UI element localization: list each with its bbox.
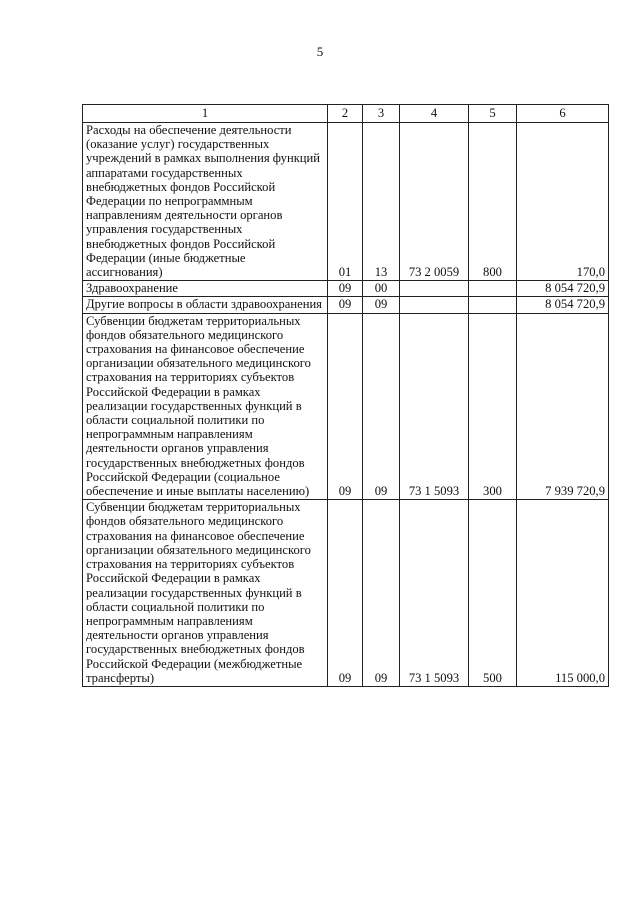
row-expense-type: 500 xyxy=(469,500,517,687)
row-amount: 7 939 720,9 xyxy=(517,313,609,500)
column-header-3: 3 xyxy=(363,105,400,123)
row-name: Субвенции бюджетам территориальных фондов обязательного медицинского страхования на финансовое обеспечение организации обязательного медицинского страхования на территориях субъектов Российской Федерации в рамках реализации государственных функций в области социальной политики по непрограммным направлениям деятельности органов управления государственных внебюджетных фондов Российской Федерации (межбюджетные трансферты) xyxy=(83,500,328,687)
table-row xyxy=(83,500,609,687)
row-name: Другие вопросы в области здравоохранения xyxy=(83,297,328,313)
row-target-code xyxy=(400,281,469,297)
row-name: Расходы на обеспечение деятельности (оказание услуг) государственных учреждений в рамках выполнения функций аппаратами государственных внебюджетных фондов Российской Федерации по непрограммным направлениям деятельности органов управления государственных внебюджетных фондов Российской Федерации (иные бюджетные ассигнования) xyxy=(83,123,328,281)
row-amount: 8 054 720,9 xyxy=(517,281,609,297)
row-subsection: 09 xyxy=(363,297,400,313)
row-target-code: 73 1 5093 xyxy=(400,313,469,500)
row-section: 09 xyxy=(328,313,363,500)
row-subsection: 13 xyxy=(363,123,400,281)
row-name: Субвенции бюджетам территориальных фондов обязательного медицинского страхования на финансовое обеспечение организации обязательного медицинского страхования на территориях субъектов Российской Федерации в рамках реализации государственных функций в области социальной политики по непрограммным направлениям деятельности органов управления государственных внебюджетных фондов Российской Федерации (социальное обеспечение и иные выплаты населению) xyxy=(83,313,328,500)
page-number: 5 xyxy=(316,44,324,59)
row-expense-type: 300 xyxy=(469,313,517,500)
row-subsection: 09 xyxy=(363,313,400,500)
row-target-code: 73 2 0059 xyxy=(400,123,469,281)
row-section: 09 xyxy=(328,281,363,297)
row-section: 09 xyxy=(328,297,363,313)
column-header-2: 2 xyxy=(328,105,363,123)
budget-table xyxy=(82,104,609,687)
column-header-1: 1 xyxy=(83,105,328,123)
column-header-5: 5 xyxy=(469,105,517,123)
table-row xyxy=(83,281,609,297)
row-section: 09 xyxy=(328,500,363,687)
row-name: Здравоохранение xyxy=(83,281,328,297)
table-row xyxy=(83,313,609,500)
row-subsection: 00 xyxy=(363,281,400,297)
row-section: 01 xyxy=(328,123,363,281)
row-amount: 8 054 720,9 xyxy=(517,297,609,313)
row-amount: 170,0 xyxy=(517,123,609,281)
row-amount: 115 000,0 xyxy=(517,500,609,687)
column-header-4: 4 xyxy=(400,105,469,123)
table-header-row xyxy=(83,105,609,123)
column-header-6: 6 xyxy=(517,105,609,123)
table-row xyxy=(83,123,609,281)
row-expense-type: 800 xyxy=(469,123,517,281)
row-subsection: 09 xyxy=(363,500,400,687)
row-target-code xyxy=(400,297,469,313)
row-expense-type xyxy=(469,281,517,297)
table-row xyxy=(83,297,609,313)
row-target-code: 73 1 5093 xyxy=(400,500,469,687)
row-expense-type xyxy=(469,297,517,313)
